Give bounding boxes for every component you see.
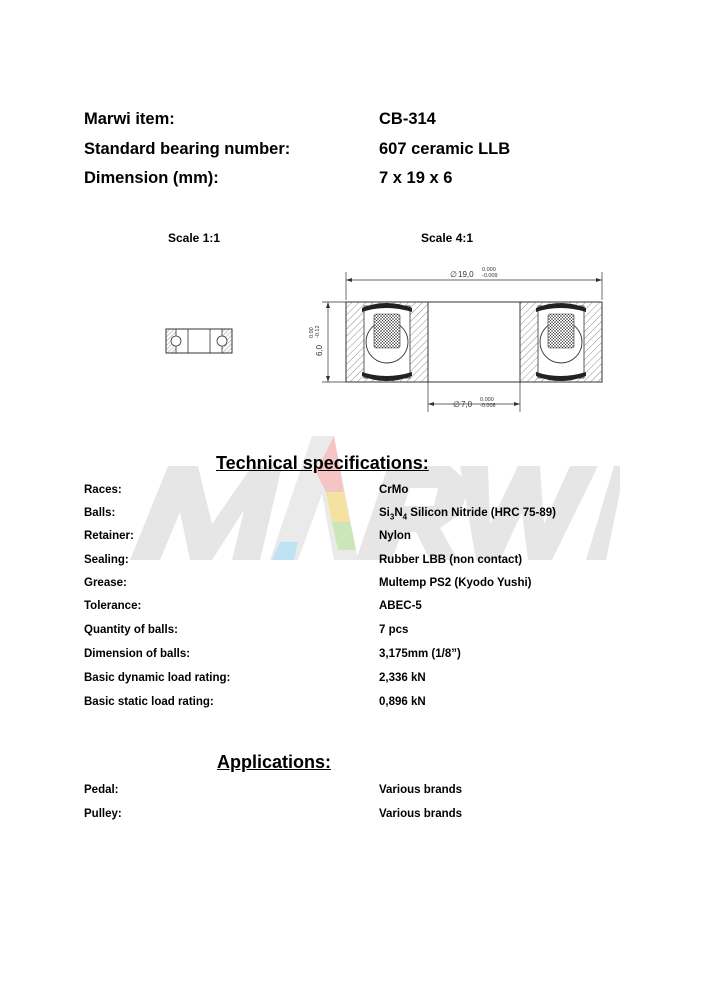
application-label-pulley: Pulley: <box>84 808 122 820</box>
standard-bearing-label: Standard bearing number: <box>84 140 291 158</box>
spec-label-static-load: Basic static load rating: <box>84 696 214 708</box>
spec-value-races: CrMo <box>379 484 409 496</box>
spec-label-balls: Balls: <box>84 507 116 519</box>
inner-diameter-value: 7,0 <box>461 400 473 409</box>
marwi-watermark-logo <box>120 432 620 564</box>
application-value-pulley: Various brands <box>379 808 463 820</box>
spec-label-dimension-of-balls: Dimension of balls: <box>84 648 191 660</box>
spec-label-races: Races: <box>84 484 122 496</box>
bearing-drawing-scale-1-1 <box>160 326 236 356</box>
spec-label-retainer: Retainer: <box>84 530 134 542</box>
dimension-value: 7 x 19 x 6 <box>379 169 453 187</box>
inner-diameter-symbol: ∅ <box>453 400 460 409</box>
spec-value-balls: $Si_3N_4$ Silicon Nitride (HRC 75-89) <box>379 507 556 522</box>
spec-value-dynamic-load: 2,336 kN <box>379 672 426 684</box>
spec-value-static-load: 0,896 kN <box>379 696 426 708</box>
spec-value-dimension-of-balls: 3,175mm (1/8”) <box>379 648 461 660</box>
width-tol-lower: -0.12 <box>315 325 321 338</box>
spec-value-tolerance: ABEC-5 <box>379 600 422 612</box>
bearing-drawing-scale-4-1 <box>300 262 612 414</box>
application-label-pedal: Pedal: <box>84 784 119 796</box>
standard-bearing-value: 607 ceramic LLB <box>379 140 511 158</box>
spec-label-sealing: Sealing: <box>84 554 129 566</box>
spec-label-grease: Grease: <box>84 577 127 589</box>
spec-label-quantity-of-balls: Quantity of balls: <box>84 624 178 636</box>
spec-value-sealing: Rubber LBB (non contact) <box>379 554 523 566</box>
scale-large-label: Scale 4:1 <box>421 231 474 245</box>
applications-title: Applications: <box>217 752 332 772</box>
spec-value-quantity-of-balls: 7 pcs <box>379 624 409 636</box>
spec-value-grease: Multemp PS2 (Kyodo Yushi) <box>379 577 532 589</box>
spec-value-retainer: Nylon <box>379 530 411 542</box>
outer-tol-lower: -0.009 <box>482 273 498 279</box>
inner-tol-upper: 0.000 <box>480 397 494 403</box>
scale-small-label: Scale 1:1 <box>168 231 221 245</box>
outer-diameter-value: 19,0 <box>458 270 474 279</box>
outer-tol-upper: 0.000 <box>482 267 496 273</box>
inner-tol-lower: -0.008 <box>480 403 496 409</box>
spec-label-dynamic-load: Basic dynamic load rating: <box>84 672 231 684</box>
application-value-pedal: Various brands <box>379 784 463 796</box>
outer-diameter-symbol: ∅ <box>450 270 457 279</box>
marwi-item-label: Marwi item: <box>84 110 175 128</box>
width-tol-upper: 0.00 <box>309 327 315 338</box>
spec-label-tolerance: Tolerance: <box>84 600 142 612</box>
width-value: 6,0 <box>315 344 324 356</box>
marwi-item-value: CB-314 <box>379 110 436 128</box>
dimension-label: Dimension (mm): <box>84 169 219 187</box>
technical-specifications-title: Technical specifications: <box>216 453 429 473</box>
